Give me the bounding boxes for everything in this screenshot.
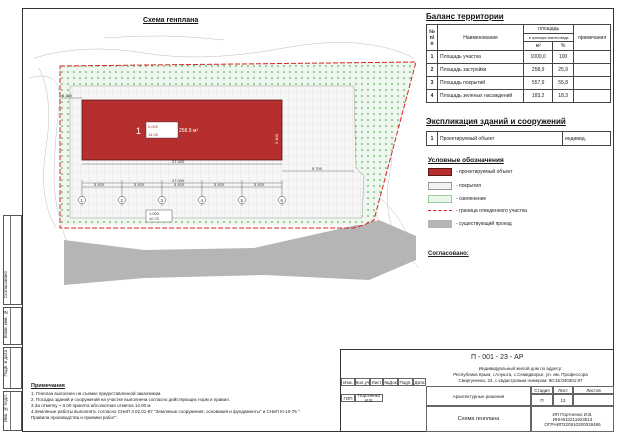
note-line: 2. Посадка зданий и сооружений на участке выполнена согласно действующих норм и правил. bbox=[31, 397, 230, 402]
company-stamp: ИП Портненко И.В. ИНН910211923513 ОГРНИП320910200028486 bbox=[531, 406, 614, 432]
legend-item-boundary: - граница отведенного участка bbox=[428, 206, 613, 216]
legend-item-building: - проектируемый объект bbox=[428, 167, 613, 177]
object-line-1: Индивидуальный жилой дом по адресу: bbox=[478, 366, 563, 371]
bal-col-note: примечания bbox=[574, 25, 611, 51]
col-sign: Подп. bbox=[399, 379, 412, 385]
dim-building-length: 27 400 bbox=[172, 159, 185, 164]
sheets-value bbox=[573, 394, 614, 406]
stage-value: П bbox=[531, 394, 553, 406]
person-name: Портненко И.В. bbox=[355, 394, 383, 402]
project-code: П - 001 - 23 - АР bbox=[471, 354, 524, 361]
col-izm: Изм. bbox=[341, 378, 355, 386]
bal-col-m2: м² bbox=[524, 42, 553, 51]
building-number: 1 bbox=[136, 126, 142, 136]
sheets-header: Листов bbox=[573, 386, 614, 394]
existing-driveway bbox=[64, 220, 416, 285]
notes-title: Примечания bbox=[31, 383, 65, 389]
level-marker: 1.000 bbox=[149, 211, 160, 216]
note-line: 1. Генплан выполнен на съемке предоставленной заказчиком. bbox=[31, 391, 162, 396]
legend-item-driveway: - существующий проезд bbox=[428, 219, 613, 229]
plan-title: Схема генплана bbox=[143, 17, 199, 24]
building-level-2: 14.00 bbox=[148, 132, 159, 137]
bal-col-name: Наименование bbox=[438, 25, 524, 51]
dim-total: 27 000 bbox=[172, 178, 185, 183]
balance-table bbox=[426, 24, 611, 103]
side-stamp-inv-orig bbox=[3, 391, 22, 431]
legend-item-paving: - покрытия bbox=[428, 181, 613, 191]
axis-6: 6 bbox=[280, 198, 284, 203]
note-line: 4.Земляные работы выполнять согласно СНиП 3.02.01-87 "Земляные сооружения, основания и фундаменты" и СНиП III-10-75 " bbox=[31, 409, 300, 414]
legend-title: Условные обозначения bbox=[428, 157, 504, 164]
legend-swatch-greenery bbox=[428, 195, 452, 203]
explication-title: Экспликация зданий и сооружений bbox=[426, 117, 566, 126]
explication-table bbox=[426, 131, 611, 146]
col-list: Лист bbox=[371, 379, 382, 385]
dim-span-2: 5 400 bbox=[134, 182, 145, 187]
axis-1: 1 bbox=[80, 198, 84, 203]
legend-swatch-paving bbox=[428, 182, 452, 190]
stage-header: Стадия bbox=[531, 386, 553, 394]
dim-span-5: 5 400 bbox=[254, 182, 265, 187]
axis-5: 5 bbox=[240, 198, 244, 203]
building-level: 0.000 bbox=[148, 124, 159, 129]
axis-3: 3 bbox=[160, 198, 164, 203]
note-line: 3.За отметку + 0.00 принята абсолютная отметка 14.00 м bbox=[31, 403, 151, 408]
axis-4: 4 bbox=[200, 198, 204, 203]
table-row: 3 Площадь покрытий 557,9 55,8 bbox=[427, 77, 611, 90]
bal-col-pct: % bbox=[553, 42, 574, 51]
drawing-name: Схема генплана bbox=[426, 406, 531, 432]
sheet-header: Лист bbox=[553, 386, 573, 394]
dim-span-4: 5 400 bbox=[214, 182, 225, 187]
col-date: Дата bbox=[414, 379, 425, 385]
agreed-label: Согласовано: bbox=[428, 251, 469, 257]
object-line-2: Республика Крым, г.Алушта, с.Семидворье, ул. им. Профессора bbox=[453, 372, 588, 377]
legend-swatch-boundary bbox=[428, 210, 452, 211]
legend-swatch-building bbox=[428, 168, 452, 176]
dim-span-3: 5 400 bbox=[174, 182, 185, 187]
sheet-value: 13 bbox=[553, 394, 573, 406]
col-kol: Кол.уч bbox=[355, 379, 370, 385]
legend-item-greenery: - озеленение bbox=[428, 194, 613, 204]
side-stamp-inv bbox=[3, 307, 22, 345]
notes bbox=[31, 383, 336, 421]
dim-span-1: 5 400 bbox=[94, 182, 105, 187]
col-doc: №Док bbox=[384, 379, 397, 385]
bal-col-num: № п/п bbox=[427, 25, 438, 51]
bal-col-area: площадь bbox=[524, 25, 574, 34]
note-line: Правила производства и приемки работ". bbox=[31, 415, 118, 420]
side-label-inv: Взам. инв. № bbox=[3, 310, 8, 339]
table-row: 1 Площадь участка 1000,0 100 bbox=[427, 51, 611, 64]
bal-col-area-sub: в границах землеотвода bbox=[524, 34, 574, 42]
legend-swatch-driveway bbox=[428, 220, 452, 228]
title-block bbox=[340, 349, 614, 432]
section-name: Архитектурные решения bbox=[426, 386, 531, 406]
balance-title: Баланс территории bbox=[426, 12, 504, 21]
axis-2: 2 bbox=[120, 198, 124, 203]
role-gip: ГИП bbox=[341, 394, 355, 402]
object-line-3: Свиргуненко, 24, с кадастровым номером: 90:15:040301:97 bbox=[458, 378, 583, 383]
dim-left: 5 200 bbox=[62, 93, 73, 98]
side-label-sign: Подп. и дата bbox=[3, 350, 8, 377]
dim-right: 5 700 bbox=[312, 166, 323, 171]
side-label-inv-orig: Инв. № подл. bbox=[3, 394, 8, 423]
table-row: 1 Проектируемый объект индивид. bbox=[427, 132, 611, 146]
table-row: 2 Площадь застройки 258,9 25,9 bbox=[427, 64, 611, 77]
side-stamp-sign bbox=[3, 347, 22, 389]
level-marker-2: 10.70 bbox=[149, 216, 160, 221]
building-area: 258.9 м² bbox=[179, 128, 199, 134]
site-plan bbox=[24, 28, 424, 288]
side-stamp-agreed bbox=[3, 215, 22, 305]
table-row: 4 Площадь зеленых насаждений 183,2 18,3 bbox=[427, 90, 611, 103]
dim-building-depth: 9 400 bbox=[274, 133, 279, 144]
side-label-agreed: Согласовано bbox=[3, 271, 8, 299]
